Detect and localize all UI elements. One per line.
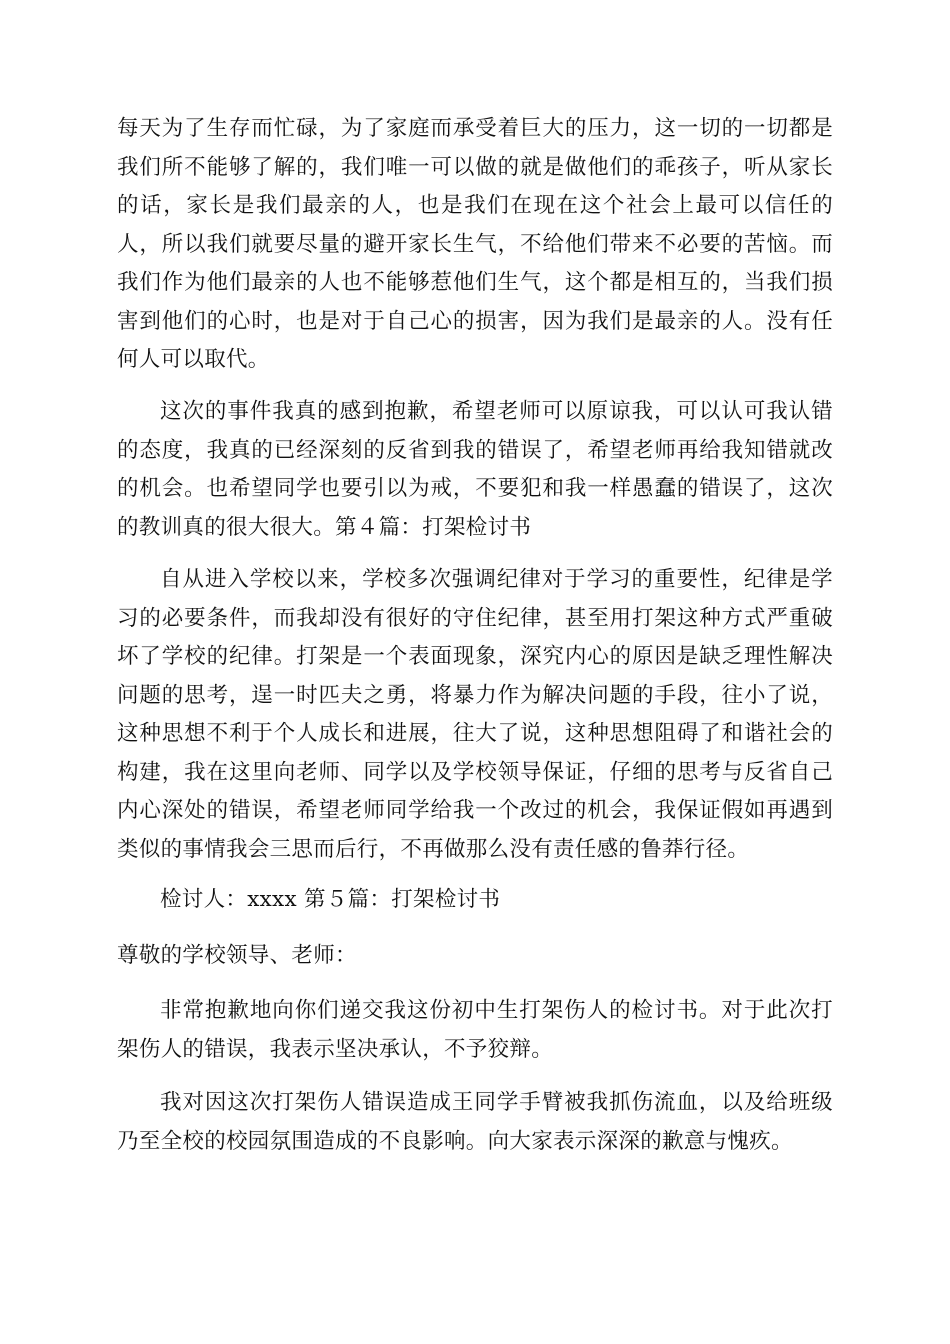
paragraph-5: 我对因这次打架伤人错误造成王同学手臂被我抓伤流血，以及给班级乃至全校的校园氛围造成的不良影响。向大家表示深深的歉意与愧疚。 [117, 1090, 833, 1154]
paragraph-4: 非常抱歉地向你们递交我这份初中生打架伤人的检讨书。对于此次打架伤人的错误，我表示坚决承认，不予狡辩。 [117, 998, 833, 1062]
paragraph-1: 每天为了生存而忙碌，为了家庭而承受着巨大的压力，这一切的一切都是我们所不能够了解的，我们唯一可以做的就是做他们的乖孩子，听从家长的话，家长是我们最亲的人，也是我们在现在这个社会上最可以信任的人，所以我们就要尽量的避开家长生气，不给他们带来不必要的苦恼。而我们作为他们最亲的人也不能够惹他们生气，这个都是相互的，当我们损害到他们的心时，也是对于自己心的损害，因为我们是最亲的人。没有任何人可以取代。 [117, 116, 833, 372]
signature-line: 检讨人：xxxx 第５篇：打架检讨书 [160, 887, 501, 912]
salutation: 尊敬的学校领导、老师： [117, 943, 357, 968]
paragraph-2: 这次的事件我真的感到抱歉，希望老师可以原谅我，可以认可我认错的态度，我真的已经深刻的反省到我的错误了，希望老师再给我知错就改的机会。也希望同学也要引以为戒，不要犯和我一样愚蠢的错误了，这次的教训真的很大很大。第４篇：打架检讨书 [117, 399, 833, 540]
paragraph-3: 自从进入学校以来，学校多次强调纪律对于学习的重要性，纪律是学习的必要条件，而我却没有很好的守住纪律，甚至用打架这种方式严重破坏了学校的纪律。打架是一个表面现象，深究内心的原因是缺乏理性解决问题的思考，逞一时匹夫之勇，将暴力作为解决问题的手段，往小了说，这种思想不利于个人成长和进展，往大了说，这种思想阻碍了和谐社会的构建，我在这里向老师、同学以及学校领导保证，仔细的思考与反省自己内心深处的错误，希望老师同学给我一个改过的机会，我保证假如再遇到类似的事情我会三思而后行，不再做那么没有责任感的鲁莽行径。 [117, 567, 833, 862]
